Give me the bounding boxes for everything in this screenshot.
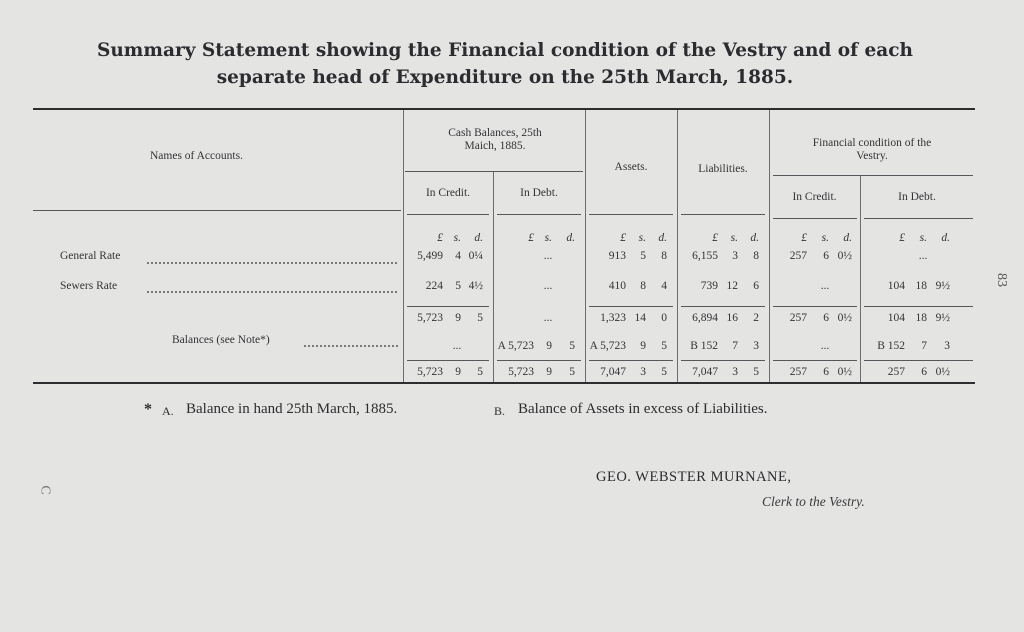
cell-shillings: 6	[823, 250, 829, 262]
cash-header-rule	[405, 171, 583, 172]
cell-shillings: 5	[455, 280, 461, 292]
cell-shillings: 5	[640, 250, 646, 262]
names-header-rule	[33, 210, 401, 211]
signature-name: GEO. WEBSTER MURNANE,	[596, 469, 792, 485]
cell-pounds: 257	[789, 250, 807, 262]
total-rule-4	[681, 360, 765, 361]
cell-pounds: 6,894	[692, 312, 718, 324]
header-liabilities: Liabilities.	[698, 163, 748, 175]
header-cash-in-credit: In Credit.	[425, 187, 471, 199]
row-label-balances: Balances (see Note*)	[172, 334, 270, 346]
cell-shillings: 6	[823, 312, 829, 324]
cell-shillings: 7	[732, 340, 738, 352]
note-star: *	[144, 401, 152, 418]
unit-pound: £	[712, 232, 718, 244]
cell-empty: ...	[452, 340, 462, 352]
cell-pounds: 224	[425, 280, 443, 292]
signature-title: Clerk to the Vestry.	[762, 494, 865, 509]
table-top-rule	[33, 108, 975, 110]
cell-pence: 0½	[935, 366, 950, 378]
unit-pence: d.	[843, 232, 852, 244]
cell-pence: 5	[661, 340, 667, 352]
divider-names	[403, 110, 404, 383]
header-fin-line-2: Vestry.	[856, 150, 888, 162]
row-label-general-rate: General Rate	[60, 250, 121, 262]
cell-shillings: 9	[455, 312, 461, 324]
cell-shillings: 6	[921, 366, 927, 378]
cell-shillings: 18	[915, 312, 927, 324]
unit-shillings: s.	[919, 232, 927, 244]
cash-debt-subrule	[497, 214, 581, 215]
note-a-letter: A.	[162, 404, 174, 418]
unit-shillings: s.	[821, 232, 829, 244]
cell-pence: 0	[661, 312, 667, 324]
divider-cash	[585, 110, 586, 383]
sum-rule-5	[864, 306, 973, 307]
cell-shillings: 9	[640, 340, 646, 352]
header-names-of-accounts: Names of Accounts.	[150, 150, 243, 162]
cell-empty: ...	[543, 250, 553, 262]
cell-pounds: B 152	[877, 340, 905, 352]
assets-subrule	[589, 214, 673, 215]
total-rule-5	[773, 360, 857, 361]
unit-pence: d.	[750, 232, 759, 244]
title-line-2: separate head of Expenditure on the 25th March, 1885.	[216, 67, 794, 88]
cell-pence: 0¼	[468, 250, 483, 262]
cell-pounds: 257	[887, 366, 905, 378]
fin-header-rule	[773, 175, 973, 176]
cell-pounds: 257	[789, 312, 807, 324]
header-cash-line-2: Maich, 1885.	[464, 140, 526, 152]
cell-pounds: 104	[887, 280, 905, 292]
title-line-1: Summary Statement showing the Financial condition of the Vestry and of each	[97, 40, 913, 61]
cell-pence: 6	[753, 280, 759, 292]
unit-pence: d.	[474, 232, 483, 244]
header-cash-in-debt: In Debt.	[520, 187, 558, 199]
cell-shillings: 12	[726, 280, 738, 292]
total-rule-2	[497, 360, 581, 361]
cell-shillings: 9	[546, 366, 552, 378]
cell-pounds: 7,047	[692, 366, 718, 378]
total-rule-1	[407, 360, 489, 361]
cell-pounds: A 5,723	[497, 340, 534, 352]
unit-shillings: s.	[730, 232, 738, 244]
cell-pence: 8	[661, 250, 667, 262]
cell-shillings: 3	[640, 366, 646, 378]
cell-pence: 2	[753, 312, 759, 324]
fin-debt-subrule	[864, 218, 973, 219]
unit-pound: £	[801, 232, 807, 244]
cell-shillings: 4	[455, 250, 461, 262]
unit-pound: £	[620, 232, 626, 244]
unit-pence: d.	[658, 232, 667, 244]
cell-shillings: 3	[732, 366, 738, 378]
unit-pence: d.	[941, 232, 950, 244]
cell-pence: 4	[661, 280, 667, 292]
unit-pence: d.	[566, 232, 575, 244]
unit-shillings: s.	[453, 232, 461, 244]
liabilities-subrule	[681, 214, 765, 215]
header-cash-line-1: Cash Balances, 25th	[448, 127, 542, 139]
page-number: 83	[994, 273, 1009, 287]
unit-pound: £	[899, 232, 905, 244]
sum-rule-3	[681, 306, 765, 307]
row-label-sewers-rate: Sewers Rate	[60, 280, 118, 292]
note-b-letter: B.	[494, 404, 506, 418]
cell-empty: ...	[543, 312, 553, 324]
total-rule-3	[589, 360, 673, 361]
cell-empty: ...	[820, 340, 830, 352]
cell-pence: 3	[944, 340, 950, 352]
cell-pence: 5	[661, 366, 667, 378]
cell-shillings: 18	[915, 280, 927, 292]
note-a-text: Balance in hand 25th March, 1885.	[186, 401, 398, 417]
cell-pence: 5	[477, 366, 483, 378]
cell-shillings: 14	[634, 312, 646, 324]
cell-pence: 4½	[468, 280, 483, 292]
unit-pound: £	[528, 232, 534, 244]
fin-credit-subrule	[773, 218, 857, 219]
cell-shillings: 3	[732, 250, 738, 262]
cell-pounds: 257	[789, 366, 807, 378]
unit-pound: £	[437, 232, 443, 244]
cell-pence: 5	[753, 366, 759, 378]
cell-pounds: 739	[700, 280, 718, 292]
cell-shillings: 6	[823, 366, 829, 378]
divider-assets	[677, 110, 678, 383]
leader-dots-balances	[303, 345, 398, 347]
header-fin-line-1: Financial condition of the	[812, 137, 932, 149]
cell-pounds: 7,047	[600, 366, 626, 378]
cell-pounds: 5,499	[417, 250, 443, 262]
cell-pounds: 5,723	[508, 366, 534, 378]
sum-rule-4	[773, 306, 857, 307]
cell-pence: 0½	[837, 250, 852, 262]
note-b-text: Balance of Assets in excess of Liabilities.	[518, 401, 768, 417]
cell-pounds: 1,323	[600, 312, 626, 324]
header-assets: Assets.	[614, 161, 648, 173]
unit-shillings: s.	[544, 232, 552, 244]
cell-shillings: 8	[640, 280, 646, 292]
cell-empty: ...	[918, 250, 928, 262]
cell-pounds: 410	[608, 280, 626, 292]
cell-pounds: A 5,723	[589, 340, 626, 352]
cell-empty: ...	[820, 280, 830, 292]
sum-rule-2	[589, 306, 673, 307]
cell-pounds: 104	[887, 312, 905, 324]
cell-pence: 9½	[935, 312, 950, 324]
cell-shillings: 9	[455, 366, 461, 378]
cell-pence: 8	[753, 250, 759, 262]
leader-dots-sewers-rate	[146, 291, 398, 293]
cell-pence: 9½	[935, 280, 950, 292]
leader-dots-general-rate	[146, 262, 398, 264]
table-bottom-rule	[33, 382, 975, 384]
cash-credit-subrule	[407, 214, 489, 215]
cell-pence: 5	[569, 366, 575, 378]
cell-empty: ...	[543, 280, 553, 292]
cell-pence: 5	[569, 340, 575, 352]
cell-shillings: 9	[546, 340, 552, 352]
cell-pounds: 6,155	[692, 250, 718, 262]
cell-pence: 5	[477, 312, 483, 324]
cell-shillings: 16	[726, 312, 738, 324]
header-fin-in-debt: In Debt.	[898, 191, 936, 203]
cell-pence: 0½	[837, 312, 852, 324]
unit-shillings: s.	[638, 232, 646, 244]
cell-shillings: 7	[921, 340, 927, 352]
total-rule-6	[864, 360, 973, 361]
cell-pounds: 913	[608, 250, 626, 262]
cell-pence: 0½	[837, 366, 852, 378]
header-fin-in-credit: In Credit.	[792, 191, 837, 203]
cell-pence: 3	[753, 340, 759, 352]
cell-pounds: 5,723	[417, 312, 443, 324]
cell-pounds: 5,723	[417, 366, 443, 378]
margin-mark: C	[37, 485, 53, 495]
sum-rule-1	[407, 306, 489, 307]
cell-pounds: B 152	[690, 340, 718, 352]
